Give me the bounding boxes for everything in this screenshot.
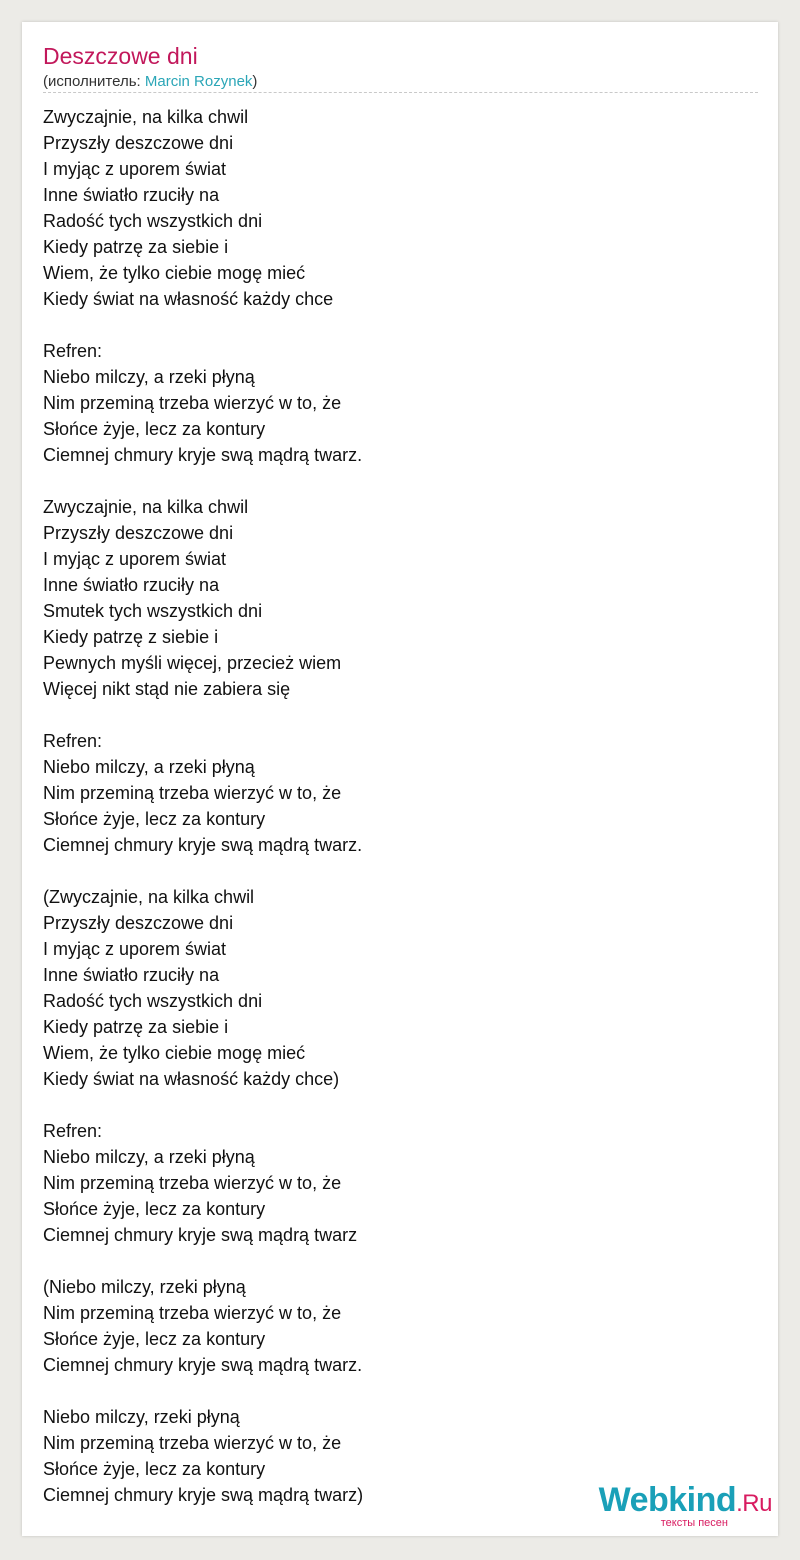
lyric-line: Zwyczajnie, na kilka chwil [43,107,249,127]
lyric-line: Słońce żyje, lecz za kontury [43,419,266,439]
lyric-line: Pewnych myśli więcej, przecież wiem [43,653,342,673]
lyric-line: Niebo milczy, rzeki płyną [43,1407,240,1427]
performer-line [43,72,257,92]
stanza-gap [43,858,758,884]
logo-tld: .Ru [736,1490,772,1517]
performer-prefix: (исполнитель: [43,73,145,90]
lyric-line: Słońce żyje, lecz za kontury [43,809,266,829]
lyric-line: Niebo milczy, a rzeki płyną [43,367,255,387]
artist-link[interactable]: Marcin Rozynek [144,73,253,90]
lyric-line: Przyszły deszczowe dni [43,913,234,933]
lyric-line: Ciemnej chmury kryje swą mądrą twarz [43,1225,358,1245]
lyric-line: Smutek tych wszystkich dni [43,601,263,621]
lyric-line: Przyszły deszczowe dni [43,523,234,543]
lyric-line: Słońce żyje, lecz za kontury [43,1199,266,1219]
logo-wordmark [599,1482,772,1522]
lyric-line: (Niebo milczy, rzeki płyną [43,1277,246,1297]
lyric-line: Nim przeminą trzeba wierzyć w to, że [43,1303,342,1323]
lyric-line: Refren: [43,1121,103,1141]
lyric-line: Inne światło rzuciły na [43,185,220,205]
lyrics-card [22,22,778,1536]
stanza-gap [43,1378,758,1404]
lyric-line: Nim przeminą trzeba wierzyć w to, że [43,1173,342,1193]
logo-tagline: тексты песен [660,1517,728,1529]
performer-suffix: ) [252,73,258,90]
title-divider [43,92,758,93]
lyric-line: Nim przeminą trzeba wierzyć w to, że [43,1433,342,1453]
lyric-line: Ciemnej chmury kryje swą mądrą twarz. [43,1355,363,1375]
lyric-line: Ciemnej chmury kryje swą mądrą twarz. [43,445,363,465]
lyric-line: Kiedy patrzę z siebie i [43,627,219,647]
lyric-line: Kiedy patrzę za siebie i [43,237,229,257]
lyric-line: Wiem, że tylko ciebie mogę mieć [43,1043,306,1063]
song-title: Deszczowe dni [43,43,198,69]
lyric-line: Wiem, że tylko ciebie mogę mieć [43,263,306,283]
lyric-line: Więcej nikt stąd nie zabiera się [43,679,291,699]
lyric-line: I myjąc z uporem świat [43,939,227,959]
lyric-line: Refren: [43,731,103,751]
lyric-line: Radość tych wszystkich dni [43,211,263,231]
lyric-line: Słońce żyje, lecz za kontury [43,1329,266,1349]
lyric-line: Inne światło rzuciły na [43,965,220,985]
lyric-line: I myjąc z uporem świat [43,159,227,179]
lyric-line: Zwyczajnie, na kilka chwil [43,497,249,517]
lyric-line: Ciemnej chmury kryje swą mądrą twarz. [43,835,363,855]
stanza-gap [43,312,758,338]
lyric-line: Ciemnej chmury kryje swą mądrą twarz) [43,1485,364,1505]
lyric-line: Niebo milczy, a rzeki płyną [43,757,255,777]
lyric-line: Nim przeminą trzeba wierzyć w to, że [43,783,342,803]
lyric-line: Słońce żyje, lecz za kontury [43,1459,266,1479]
stanza-gap [43,468,758,494]
lyric-line: Radość tych wszystkich dni [43,991,263,1011]
stanza-gap [43,702,758,728]
lyric-line: Kiedy świat na własność każdy chce [43,289,334,309]
lyric-line: (Zwyczajnie, na kilka chwil [43,887,255,907]
logo-brand: Webkind [598,1481,737,1519]
lyric-line: Kiedy świat na własność każdy chce) [43,1069,340,1089]
lyric-line: Kiedy patrzę za siebie i [43,1017,229,1037]
lyric-line: I myjąc z uporem świat [43,549,227,569]
lyric-line: Nim przeminą trzeba wierzyć w to, że [43,393,342,413]
lyric-line: Przyszły deszczowe dni [43,133,234,153]
stanza-gap [43,1248,758,1274]
webkind-logo [599,1482,772,1528]
lyric-line: Niebo milczy, a rzeki płyną [43,1147,255,1167]
lyric-line: Inne światło rzuciły na [43,575,220,595]
lyric-line: Refren: [43,341,103,361]
stanza-gap [43,1092,758,1118]
lyrics-text [43,104,758,1508]
